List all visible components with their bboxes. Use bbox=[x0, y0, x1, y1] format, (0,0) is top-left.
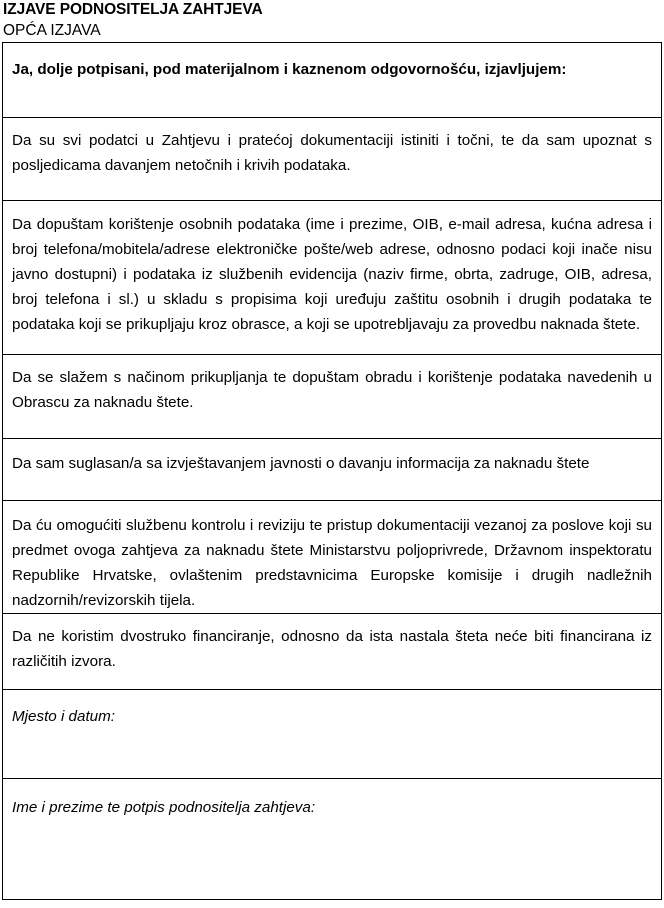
signature-label: Ime i prezime te potpis podnositelja zahtjeva: bbox=[12, 799, 316, 816]
declaration-intro-row bbox=[3, 43, 661, 118]
statement-row-personal-data bbox=[3, 201, 661, 355]
declaration-intro-text: Ja, dolje potpisani, pod materijalnom i kaznenom odgovornošću, izjavljujem: bbox=[12, 61, 567, 78]
place-and-date-label: Mjesto i datum: bbox=[12, 708, 115, 725]
statement-text: Da ću omogućiti službenu kontrolu i reviziju te pristup dokumentaciji vezanoj za poslove koji su predmet ovoga zahtjeva za naknadu štete Ministarstvu poljoprivrede, Državnom inspektoratu Republike Hrvatske, ovlaštenim predstavnicima Europske komisije i drugih nadležnih nadzornih/revizorskih tijela. bbox=[12, 517, 652, 609]
statement-row-data-processing bbox=[3, 355, 661, 439]
statement-text: Da se slažem s načinom prikupljanja te dopuštam obradu i korištenje podataka navedenih u Obrascu za naknadu štete. bbox=[12, 369, 652, 411]
statement-text: Da ne koristim dvostruko financiranje, odnosno da ista nastala šteta neće biti financirana iz različitih izvora. bbox=[12, 628, 652, 670]
signature-field[interactable] bbox=[3, 779, 661, 899]
declaration-table bbox=[2, 42, 662, 900]
document-title: IZJAVE PODNOSITELJA ZAHTJEVA bbox=[3, 1, 263, 18]
place-and-date-field[interactable] bbox=[3, 690, 661, 779]
statement-text: Da dopuštam korištenje osobnih podataka (ime i prezime, OIB, e-mail adresa, kućna adresa i broj telefona/mobitela/adrese elektroničke pošte/web adrese, odnosno podaci koji inače nisu javno dostupni) i podataka iz službenih evidencija (naziv firme, obrta, zadruge, OIB, adresa, broj telefona i sl.) u skladu s propisima koji uređuju zaštitu osobnih i drugih podataka te podataka koji se prikupljaju kroz obrasce, a koji se upotrebljavaju za provedbu naknada štete. bbox=[12, 216, 652, 333]
statement-text: Da su svi podatci u Zahtjevu i pratećoj dokumentaciji istiniti i točni, te da sam upoznat s posljedicama davanjem netočnih i krivih podataka. bbox=[12, 132, 652, 174]
statement-row-public-reporting bbox=[3, 439, 661, 501]
statement-row-accuracy bbox=[3, 118, 661, 201]
statement-row-double-funding bbox=[3, 614, 661, 690]
statement-row-inspection bbox=[3, 501, 661, 614]
statement-text: Da sam suglasan/a sa izvještavanjem javnosti o davanju informacija za naknadu štete bbox=[12, 455, 590, 472]
document-subtitle: OPĆA IZJAVA bbox=[3, 22, 101, 39]
